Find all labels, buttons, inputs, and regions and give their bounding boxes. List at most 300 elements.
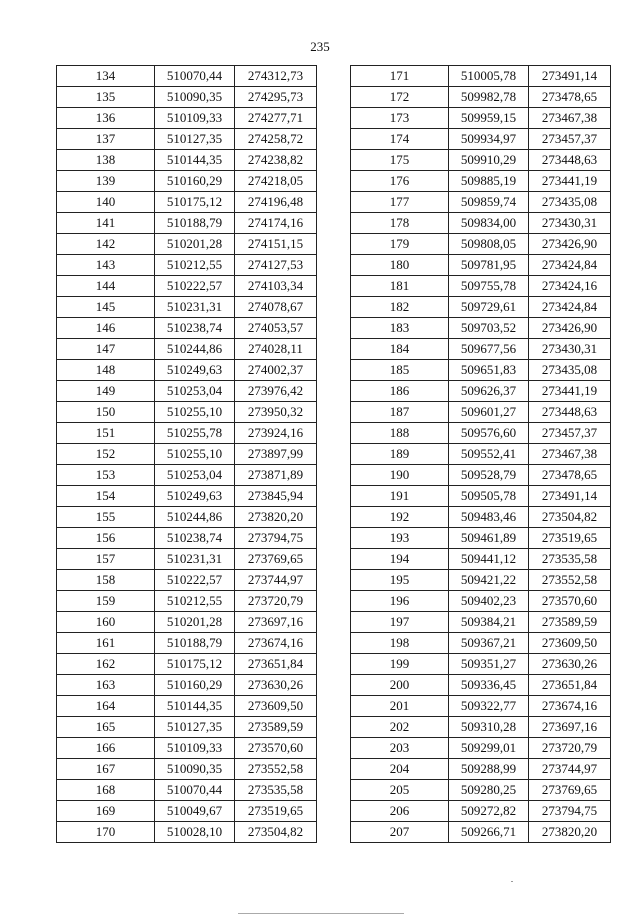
point-number: 172 xyxy=(351,87,449,108)
table-row xyxy=(351,108,611,129)
coordinate-x: 509729,61 xyxy=(449,297,529,318)
table-row xyxy=(351,528,611,549)
coordinate-y: 273491,14 xyxy=(529,66,611,87)
coordinate-x: 510049,67 xyxy=(155,801,235,822)
point-number: 171 xyxy=(351,66,449,87)
point-number: 181 xyxy=(351,276,449,297)
coordinate-x: 509859,74 xyxy=(449,192,529,213)
table-row xyxy=(351,612,611,633)
point-number: 152 xyxy=(57,444,155,465)
coordinate-x: 509280,25 xyxy=(449,780,529,801)
table-row xyxy=(57,633,317,654)
coordinate-x: 509755,78 xyxy=(449,276,529,297)
coordinate-y: 274312,73 xyxy=(235,66,317,87)
table-row xyxy=(57,402,317,423)
coordinate-y: 273744,97 xyxy=(235,570,317,591)
table-row xyxy=(57,255,317,276)
point-number: 193 xyxy=(351,528,449,549)
table-row xyxy=(351,780,611,801)
table-row xyxy=(57,465,317,486)
point-number: 163 xyxy=(57,675,155,696)
table-row xyxy=(57,654,317,675)
table-row xyxy=(57,87,317,108)
coordinate-x: 509934,97 xyxy=(449,129,529,150)
table-row xyxy=(351,318,611,339)
page-number: 235 xyxy=(310,39,330,54)
table-row xyxy=(57,108,317,129)
table-row xyxy=(57,801,317,822)
table-row xyxy=(351,171,611,192)
point-number: 165 xyxy=(57,717,155,738)
coordinate-x: 509552,41 xyxy=(449,444,529,465)
point-number: 187 xyxy=(351,402,449,423)
table-row xyxy=(351,801,611,822)
table-row xyxy=(57,339,317,360)
coordinate-y: 273504,82 xyxy=(235,822,317,843)
coordinate-y: 273769,65 xyxy=(529,780,611,801)
point-number: 141 xyxy=(57,213,155,234)
table-row xyxy=(57,486,317,507)
coordinate-y: 273897,99 xyxy=(235,444,317,465)
table-row xyxy=(351,444,611,465)
coordinate-x: 509651,83 xyxy=(449,360,529,381)
coordinate-x: 510070,44 xyxy=(155,66,235,87)
coordinate-y: 273457,37 xyxy=(529,129,611,150)
coordinate-y: 273570,60 xyxy=(529,591,611,612)
coordinate-x: 509982,78 xyxy=(449,87,529,108)
point-number: 188 xyxy=(351,423,449,444)
point-number: 203 xyxy=(351,738,449,759)
coordinate-y: 274127,53 xyxy=(235,255,317,276)
coordinate-x: 510028,10 xyxy=(155,822,235,843)
coordinate-x: 510109,33 xyxy=(155,108,235,129)
point-number: 186 xyxy=(351,381,449,402)
coordinate-y: 273630,26 xyxy=(529,654,611,675)
coordinate-x: 509677,56 xyxy=(449,339,529,360)
table-row xyxy=(57,591,317,612)
coordinate-x: 510201,28 xyxy=(155,612,235,633)
table-row xyxy=(351,570,611,591)
coordinate-y: 273457,37 xyxy=(529,423,611,444)
coordinate-x: 509402,23 xyxy=(449,591,529,612)
table-row xyxy=(351,234,611,255)
coordinate-x: 509384,21 xyxy=(449,612,529,633)
point-number: 151 xyxy=(57,423,155,444)
coordinate-y: 273697,16 xyxy=(529,717,611,738)
point-number: 134 xyxy=(57,66,155,87)
table-row xyxy=(351,192,611,213)
table-row xyxy=(351,486,611,507)
point-number: 135 xyxy=(57,87,155,108)
table-row xyxy=(57,381,317,402)
table-row xyxy=(57,675,317,696)
table-row xyxy=(351,549,611,570)
coordinate-y: 273570,60 xyxy=(235,738,317,759)
coordinate-y: 273491,14 xyxy=(529,486,611,507)
coordinate-x: 510244,86 xyxy=(155,339,235,360)
coordinate-y: 273871,89 xyxy=(235,465,317,486)
coordinate-y: 273535,58 xyxy=(235,780,317,801)
coordinate-y: 273535,58 xyxy=(529,549,611,570)
coordinate-x: 509781,95 xyxy=(449,255,529,276)
coordinate-x: 509601,27 xyxy=(449,402,529,423)
point-number: 179 xyxy=(351,234,449,255)
table-row xyxy=(351,66,611,87)
point-number: 145 xyxy=(57,297,155,318)
coordinate-y: 273448,63 xyxy=(529,402,611,423)
coordinate-x: 510231,31 xyxy=(155,297,235,318)
table-row xyxy=(57,549,317,570)
point-number: 157 xyxy=(57,549,155,570)
coordinate-y: 273720,79 xyxy=(235,591,317,612)
coordinate-x: 510244,86 xyxy=(155,507,235,528)
coordinate-x: 509834,00 xyxy=(449,213,529,234)
point-number: 155 xyxy=(57,507,155,528)
point-number: 189 xyxy=(351,444,449,465)
coordinate-y: 273720,79 xyxy=(529,738,611,759)
point-number: 158 xyxy=(57,570,155,591)
coordinate-y: 273589,59 xyxy=(529,612,611,633)
coordinate-y: 273441,19 xyxy=(529,381,611,402)
coordinate-y: 273589,59 xyxy=(235,717,317,738)
point-number: 144 xyxy=(57,276,155,297)
coordinate-y: 273674,16 xyxy=(529,696,611,717)
coordinate-table-right xyxy=(350,65,611,843)
coordinate-x: 510255,10 xyxy=(155,444,235,465)
coordinate-x: 510144,35 xyxy=(155,150,235,171)
coordinate-x: 510175,12 xyxy=(155,654,235,675)
point-number: 197 xyxy=(351,612,449,633)
coordinate-x: 510175,12 xyxy=(155,192,235,213)
coordinate-x: 510238,74 xyxy=(155,318,235,339)
coordinate-y: 273651,84 xyxy=(529,675,611,696)
point-number: 176 xyxy=(351,171,449,192)
coordinate-y: 274002,37 xyxy=(235,360,317,381)
table-row xyxy=(57,612,317,633)
point-number: 199 xyxy=(351,654,449,675)
coordinate-x: 510090,35 xyxy=(155,87,235,108)
point-number: 136 xyxy=(57,108,155,129)
table-row xyxy=(351,507,611,528)
coordinate-x: 509461,89 xyxy=(449,528,529,549)
coordinate-x: 509576,60 xyxy=(449,423,529,444)
point-number: 191 xyxy=(351,486,449,507)
coordinate-x: 509266,71 xyxy=(449,822,529,843)
coordinate-y: 274174,16 xyxy=(235,213,317,234)
scan-speck xyxy=(511,881,513,882)
coordinate-y: 273426,90 xyxy=(529,318,611,339)
point-number: 206 xyxy=(351,801,449,822)
point-number: 146 xyxy=(57,318,155,339)
table-row xyxy=(57,234,317,255)
point-number: 150 xyxy=(57,402,155,423)
table-row xyxy=(351,759,611,780)
coordinate-y: 274028,11 xyxy=(235,339,317,360)
point-number: 204 xyxy=(351,759,449,780)
coordinate-x: 509505,78 xyxy=(449,486,529,507)
coordinate-y: 273630,26 xyxy=(235,675,317,696)
coordinate-y: 274277,71 xyxy=(235,108,317,129)
coordinate-x: 510249,63 xyxy=(155,360,235,381)
table-row xyxy=(57,507,317,528)
coordinate-x: 509910,29 xyxy=(449,150,529,171)
coordinate-y: 274151,15 xyxy=(235,234,317,255)
table-row xyxy=(351,360,611,381)
point-number: 174 xyxy=(351,129,449,150)
point-number: 148 xyxy=(57,360,155,381)
coordinate-y: 274295,73 xyxy=(235,87,317,108)
coordinate-x: 510070,44 xyxy=(155,780,235,801)
coordinate-x: 510160,29 xyxy=(155,675,235,696)
coordinate-x: 510144,35 xyxy=(155,696,235,717)
coordinate-y: 273519,65 xyxy=(529,528,611,549)
coordinate-x: 510238,74 xyxy=(155,528,235,549)
point-number: 184 xyxy=(351,339,449,360)
coordinate-y: 273467,38 xyxy=(529,444,611,465)
coordinate-y: 273552,58 xyxy=(529,570,611,591)
coordinate-x: 510249,63 xyxy=(155,486,235,507)
coordinate-y: 273478,65 xyxy=(529,465,611,486)
table-row xyxy=(351,129,611,150)
point-number: 164 xyxy=(57,696,155,717)
point-number: 169 xyxy=(57,801,155,822)
coordinate-x: 510160,29 xyxy=(155,171,235,192)
point-number: 185 xyxy=(351,360,449,381)
table-row xyxy=(351,591,611,612)
coordinate-x: 509959,15 xyxy=(449,108,529,129)
coordinate-x: 510090,35 xyxy=(155,759,235,780)
table-row xyxy=(57,360,317,381)
coordinate-x: 509288,99 xyxy=(449,759,529,780)
coordinate-x: 509336,45 xyxy=(449,675,529,696)
table-row xyxy=(351,423,611,444)
coordinate-y: 273552,58 xyxy=(235,759,317,780)
coordinate-y: 273950,32 xyxy=(235,402,317,423)
point-number: 173 xyxy=(351,108,449,129)
table-row xyxy=(57,444,317,465)
point-number: 170 xyxy=(57,822,155,843)
coordinate-x: 509421,22 xyxy=(449,570,529,591)
coordinate-y: 274103,34 xyxy=(235,276,317,297)
table-row xyxy=(351,654,611,675)
point-number: 139 xyxy=(57,171,155,192)
point-number: 177 xyxy=(351,192,449,213)
coordinate-x: 510201,28 xyxy=(155,234,235,255)
coordinate-y: 273424,84 xyxy=(529,297,611,318)
table-row xyxy=(351,339,611,360)
point-number: 175 xyxy=(351,150,449,171)
coordinate-table-left xyxy=(56,65,317,843)
coordinate-y: 274078,67 xyxy=(235,297,317,318)
coordinate-x: 509808,05 xyxy=(449,234,529,255)
coordinate-x: 510253,04 xyxy=(155,381,235,402)
point-number: 160 xyxy=(57,612,155,633)
coordinate-y: 274053,57 xyxy=(235,318,317,339)
coordinate-x: 510222,57 xyxy=(155,570,235,591)
table-row xyxy=(57,570,317,591)
table-row xyxy=(57,192,317,213)
table-row xyxy=(351,276,611,297)
coordinate-y: 273820,20 xyxy=(529,822,611,843)
point-number: 161 xyxy=(57,633,155,654)
point-number: 194 xyxy=(351,549,449,570)
point-number: 154 xyxy=(57,486,155,507)
point-number: 168 xyxy=(57,780,155,801)
coordinate-y: 274258,72 xyxy=(235,129,317,150)
coordinate-x: 509703,52 xyxy=(449,318,529,339)
table-row xyxy=(351,87,611,108)
table-row xyxy=(57,423,317,444)
coordinate-y: 273478,65 xyxy=(529,87,611,108)
table-row xyxy=(57,318,317,339)
point-number: 196 xyxy=(351,591,449,612)
coordinate-x: 510255,10 xyxy=(155,402,235,423)
point-number: 149 xyxy=(57,381,155,402)
coordinate-y: 273609,50 xyxy=(235,696,317,717)
table-row xyxy=(351,822,611,843)
table-row xyxy=(57,150,317,171)
point-number: 198 xyxy=(351,633,449,654)
coordinate-y: 273441,19 xyxy=(529,171,611,192)
point-number: 167 xyxy=(57,759,155,780)
point-number: 202 xyxy=(351,717,449,738)
point-number: 137 xyxy=(57,129,155,150)
point-number: 147 xyxy=(57,339,155,360)
table-row xyxy=(57,297,317,318)
coordinate-y: 273976,42 xyxy=(235,381,317,402)
table-row xyxy=(57,780,317,801)
table-row xyxy=(351,213,611,234)
point-number: 140 xyxy=(57,192,155,213)
coordinate-y: 273769,65 xyxy=(235,549,317,570)
coordinate-y: 274218,05 xyxy=(235,171,317,192)
table-row xyxy=(57,276,317,297)
coordinate-y: 273744,97 xyxy=(529,759,611,780)
table-row xyxy=(57,171,317,192)
coordinate-y: 273430,31 xyxy=(529,339,611,360)
coordinate-y: 273651,84 xyxy=(235,654,317,675)
coordinate-x: 509299,01 xyxy=(449,738,529,759)
table-row xyxy=(351,381,611,402)
table-row xyxy=(351,297,611,318)
table-row xyxy=(351,150,611,171)
coordinate-x: 510255,78 xyxy=(155,423,235,444)
point-number: 142 xyxy=(57,234,155,255)
coordinate-x: 510005,78 xyxy=(449,66,529,87)
coordinate-x: 510231,31 xyxy=(155,549,235,570)
coordinate-x: 509367,21 xyxy=(449,633,529,654)
coordinate-x: 510222,57 xyxy=(155,276,235,297)
point-number: 190 xyxy=(351,465,449,486)
coordinate-y: 273674,16 xyxy=(235,633,317,654)
coordinate-x: 510188,79 xyxy=(155,633,235,654)
coordinate-y: 273794,75 xyxy=(235,528,317,549)
coordinate-y: 273424,16 xyxy=(529,276,611,297)
table-row xyxy=(351,633,611,654)
coordinate-y: 274196,48 xyxy=(235,192,317,213)
coordinate-y: 273467,38 xyxy=(529,108,611,129)
coordinate-x: 510188,79 xyxy=(155,213,235,234)
coordinate-y: 273435,08 xyxy=(529,192,611,213)
table-row xyxy=(57,213,317,234)
table-row xyxy=(351,717,611,738)
point-number: 178 xyxy=(351,213,449,234)
point-number: 166 xyxy=(57,738,155,759)
table-row xyxy=(57,696,317,717)
point-number: 201 xyxy=(351,696,449,717)
coordinate-y: 273504,82 xyxy=(529,507,611,528)
coordinate-x: 510127,35 xyxy=(155,129,235,150)
coordinate-x: 509885,19 xyxy=(449,171,529,192)
coordinate-y: 273924,16 xyxy=(235,423,317,444)
coordinate-x: 510212,55 xyxy=(155,255,235,276)
coordinate-x: 509310,28 xyxy=(449,717,529,738)
coordinate-y: 273820,20 xyxy=(235,507,317,528)
coordinate-y: 274238,82 xyxy=(235,150,317,171)
point-number: 156 xyxy=(57,528,155,549)
table-row xyxy=(57,528,317,549)
point-number: 138 xyxy=(57,150,155,171)
coordinate-x: 510253,04 xyxy=(155,465,235,486)
coordinate-y: 273609,50 xyxy=(529,633,611,654)
coordinate-y: 273845,94 xyxy=(235,486,317,507)
coordinate-x: 510212,55 xyxy=(155,591,235,612)
point-number: 162 xyxy=(57,654,155,675)
point-number: 183 xyxy=(351,318,449,339)
table-row xyxy=(351,465,611,486)
table-row xyxy=(351,696,611,717)
coordinate-y: 273697,16 xyxy=(235,612,317,633)
coordinate-y: 273794,75 xyxy=(529,801,611,822)
coordinate-x: 509351,27 xyxy=(449,654,529,675)
coordinate-x: 509528,79 xyxy=(449,465,529,486)
point-number: 192 xyxy=(351,507,449,528)
point-number: 153 xyxy=(57,465,155,486)
table-row xyxy=(57,129,317,150)
coordinate-y: 273519,65 xyxy=(235,801,317,822)
table-row xyxy=(57,66,317,87)
coordinate-y: 273430,31 xyxy=(529,213,611,234)
coordinate-y: 273424,84 xyxy=(529,255,611,276)
coordinate-y: 273426,90 xyxy=(529,234,611,255)
table-row xyxy=(351,675,611,696)
table-row xyxy=(57,759,317,780)
point-number: 143 xyxy=(57,255,155,276)
point-number: 180 xyxy=(351,255,449,276)
table-row xyxy=(351,255,611,276)
table-row xyxy=(57,822,317,843)
point-number: 200 xyxy=(351,675,449,696)
table-row xyxy=(351,738,611,759)
page-bottom-edge xyxy=(238,913,404,914)
coordinate-y: 273435,08 xyxy=(529,360,611,381)
coordinate-x: 509272,82 xyxy=(449,801,529,822)
table-row xyxy=(57,738,317,759)
point-number: 207 xyxy=(351,822,449,843)
point-number: 205 xyxy=(351,780,449,801)
point-number: 195 xyxy=(351,570,449,591)
coordinate-y: 273448,63 xyxy=(529,150,611,171)
point-number: 182 xyxy=(351,297,449,318)
coordinate-x: 510109,33 xyxy=(155,738,235,759)
coordinate-x: 509626,37 xyxy=(449,381,529,402)
coordinate-x: 509322,77 xyxy=(449,696,529,717)
table-row xyxy=(351,402,611,423)
coordinate-x: 510127,35 xyxy=(155,717,235,738)
table-row xyxy=(57,717,317,738)
coordinate-x: 509441,12 xyxy=(449,549,529,570)
point-number: 159 xyxy=(57,591,155,612)
